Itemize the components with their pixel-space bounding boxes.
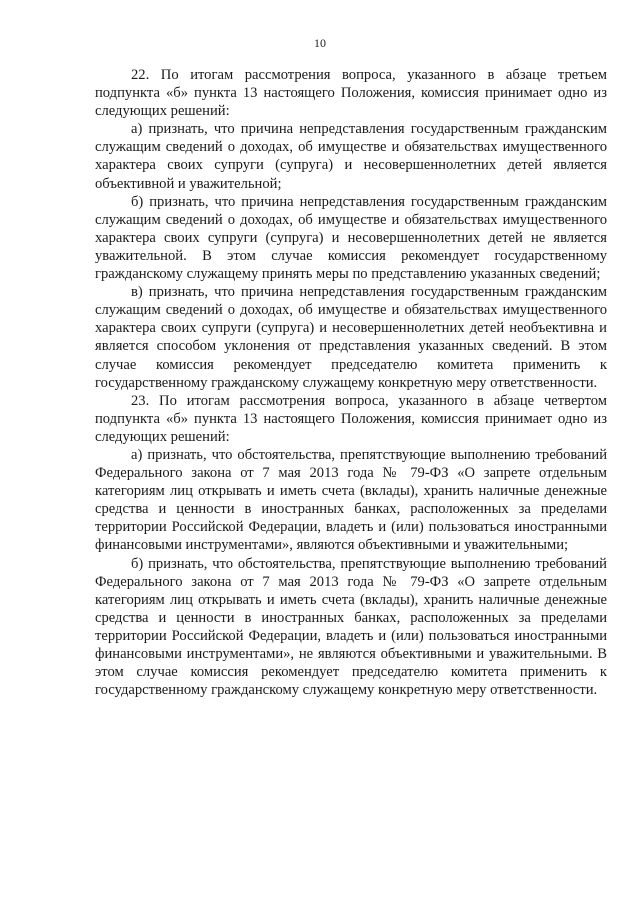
page-number: 10	[314, 36, 326, 50]
paragraph-23-b: б) признать, что обстоятельства, препятствующие выполнению требований Федерального закона от 7 мая 2013 года № 79-ФЗ «О запрете отдельным категориям лиц открывать и иметь счета (вклады), хранить наличные денежные средства и ценности в иностранных банках, расположенных за пределами территории Российской Федерации, владеть и (или) пользоваться иностранными финансовыми инструментами», не являются объективными и уважительными. В этом случае комиссия рекомендует председателю комитета применить к государственному гражданскому служащему конкретную меру ответственности.	[95, 555, 607, 699]
paragraph-23-intro: 23. По итогам рассмотрения вопроса, указанного в абзаце четвертом подпункта «б» пункта 13 настоящего Положения, комиссия принимает одно из следующих решений:	[95, 392, 607, 445]
paragraph-22-intro: 22. По итогам рассмотрения вопроса, указанного в абзаце третьем подпункта «б» пункта 13 настоящего Положения, комиссия принимает одно из следующих решений:	[95, 67, 607, 120]
paragraph-22-a: а) признать, что причина непредставления государственным гражданским служащим сведений о доходах, об имуществе и обязательствах имущественного характера своих супруги (супруга) и несовершеннолетних детей является объективной и уважительной;	[95, 121, 607, 192]
paragraph-22-b: б) признать, что причина непредставления государственным гражданским служащим сведений о доходах, об имуществе и обязательствах имущественного характера своих супруги (супруга) и несовершеннолетних детей не является уважительной. В этом случае комиссия рекомендует государственному гражданскому служащему принять меры по представлению указанных сведений;	[95, 193, 607, 283]
document-body	[95, 66, 607, 699]
paragraph-22-v: в) признать, что причина непредставления государственным гражданским служащим сведений о доходах, об имуществе и обязательствах имущественного характера своих супруги (супруга) и несовершеннолетних детей необъективна и является способом уклонения от представления указанных сведений. В этом случае комиссия рекомендует председателю комитета применить к государственному гражданскому служащему конкретную меру ответственности.	[95, 284, 607, 391]
paragraph-23-a: а) признать, что обстоятельства, препятствующие выполнению требований Федерального закона от 7 мая 2013 года № 79-ФЗ «О запрете отдельным категориям лиц открывать и иметь счета (вклады), хранить наличные денежные средства и ценности в иностранных банках, расположенных за пределами территории Российской Федерации, владеть и (или) пользоваться иностранными финансовыми инструментами», являются объективными и уважительными;	[95, 446, 607, 554]
